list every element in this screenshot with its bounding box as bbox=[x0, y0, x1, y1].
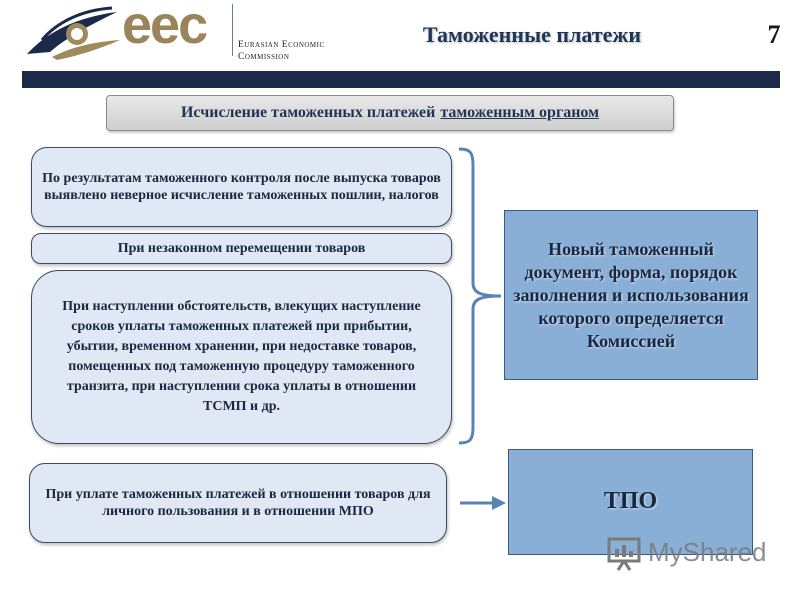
logo-word: eec bbox=[122, 0, 207, 55]
slide-number: 7 bbox=[767, 20, 781, 49]
eec-logo bbox=[22, 0, 325, 68]
watermark-text: MyShared bbox=[648, 537, 767, 567]
case-box-payment-circumstances: При наступлении обстоятельств, влекущих наступление сроков уплаты таможенных платежей при прибытии, убытии, временном хранении, при недоставке товаров, помещенных под таможенную процедуру таможенного транзита, при наступлении срока уплаты в отношении ТСМП и др. bbox=[31, 270, 452, 444]
case-box-personal-use-goods: При уплате таможенных платежей в отношении товаров для личного пользования и в отношении МПО bbox=[29, 463, 447, 543]
page-title: Таможенные платежи bbox=[422, 22, 642, 47]
curly-brace-icon bbox=[455, 145, 505, 447]
logo-divider bbox=[232, 4, 233, 56]
subtitle-prefix: Исчисление таможенных платежей bbox=[180, 104, 436, 121]
case-box-illegal-movement: При незаконном перемещении товаров bbox=[31, 233, 452, 264]
result-box-new-document: Новый таможенный документ, форма, порядок заполнения и использования которого определяется Комиссией bbox=[504, 210, 758, 380]
presentation-board-icon bbox=[606, 535, 646, 571]
case-box-post-release-control: По результатам таможенного контроля после выпуска товаров выявлено неверное исчисление таможенных пошлин, налогов bbox=[31, 147, 452, 227]
logo-subtitle-line-1: Eurasian Economic bbox=[238, 40, 325, 50]
logo-subtitle-line-2: Commission bbox=[238, 52, 290, 62]
subtitle-box bbox=[106, 95, 674, 131]
result-box-tpo: ТПО bbox=[508, 449, 753, 555]
eec-emblem-icon bbox=[22, 2, 122, 62]
arrow-right-icon bbox=[458, 494, 508, 512]
watermark bbox=[606, 535, 766, 573]
logo-subtitle bbox=[238, 39, 325, 63]
subtitle-underlined: таможенным органом bbox=[440, 104, 600, 121]
header-bar bbox=[22, 71, 780, 88]
